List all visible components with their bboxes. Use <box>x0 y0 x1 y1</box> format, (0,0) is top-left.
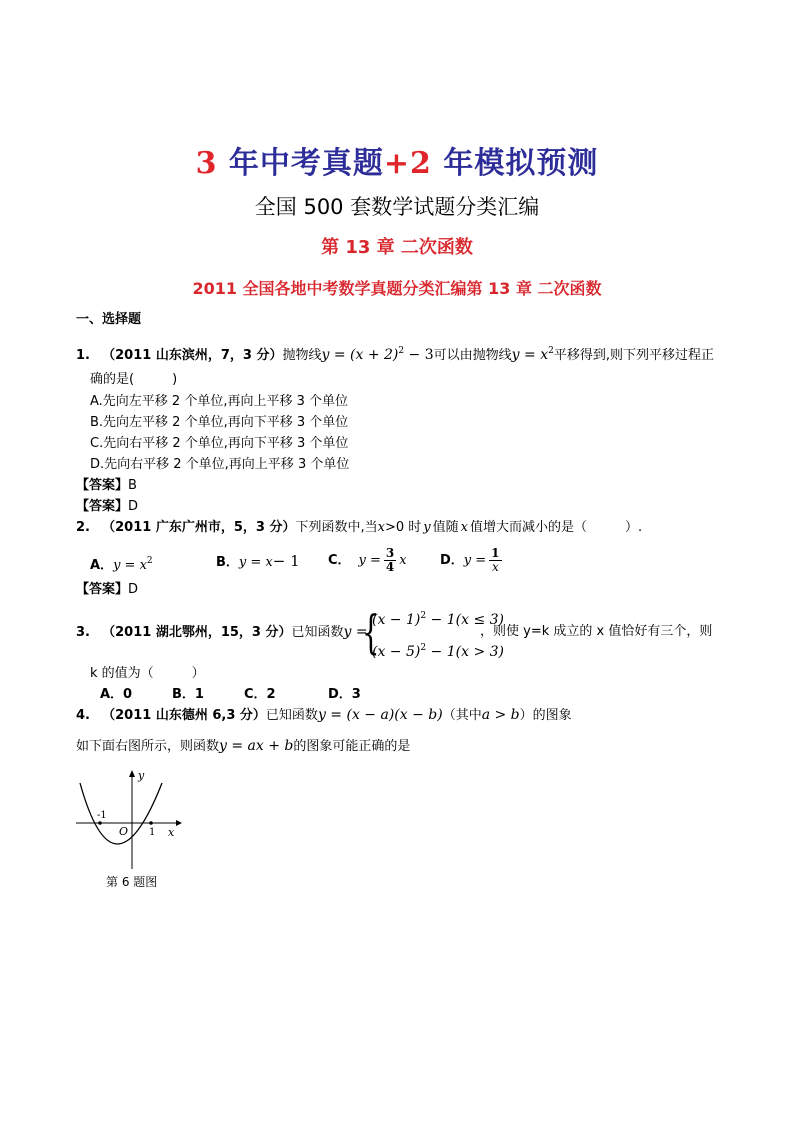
q2-text: 下列函数中,当 <box>295 520 378 535</box>
piecewise-brace: { <box>362 605 380 659</box>
q4-source: （2011 山东德州 6,3 分） <box>102 708 266 723</box>
option-label: D． <box>440 553 464 568</box>
question-4 <box>76 705 572 726</box>
q1-formula2: y = x <box>511 347 549 363</box>
option-formula-tail: x <box>399 553 407 568</box>
q2-source: （2011 广东广州市，5，3 分） <box>102 520 296 535</box>
q1-option-a: A.先向左平移 2 个单位,再向上平移 3 个单位 <box>90 394 349 409</box>
q3-number: 3. <box>76 625 90 640</box>
answer-label: 【答案】 <box>76 582 129 597</box>
title-part-3: +2 <box>383 146 432 181</box>
option-formula-tail: − 1 <box>272 552 300 570</box>
fraction-3-4 <box>384 547 396 574</box>
q3-lhs: y = <box>343 624 368 640</box>
q3-continuation <box>90 664 205 684</box>
q3-text: 已知函数 <box>291 625 344 640</box>
q1-text-c: 平移得到,则下列平移过程正 <box>553 348 714 363</box>
q1-formula-tail: − 3 <box>404 347 434 363</box>
fraction-numerator: 1 <box>491 546 500 560</box>
q1-text-close: ) <box>172 372 178 387</box>
option-formula: y = <box>358 553 381 568</box>
q1-option-d: D.先向右平移 2 个单位,再向上平移 3 个单位 <box>90 457 350 472</box>
q3-option-c: C．2 <box>244 687 276 702</box>
q2-var-x: x <box>460 520 468 535</box>
q2-var-y: y <box>423 520 431 535</box>
q2-option-d <box>440 544 505 578</box>
q1-text-b: 可以由抛物线 <box>433 348 512 363</box>
piece-condition: − 1(x ≤ 3) <box>426 612 504 628</box>
collection-title: 2011 全国各地中考数学真题分类汇编第 13 章 二次函数 <box>192 279 602 298</box>
q2-option-b <box>216 551 300 573</box>
y-axis-arrow <box>129 770 135 777</box>
q4-paren-text: （其中 <box>442 708 482 723</box>
right-root-label: 1 <box>149 827 156 838</box>
q4-text: 已知函数 <box>265 708 318 723</box>
q2-option-a <box>90 551 153 576</box>
piece-sup: 2 <box>420 643 427 653</box>
q1-source: （2011 山东滨州，7，3 分） <box>102 348 283 363</box>
x-axis-label: x <box>168 826 175 839</box>
right-root-point <box>149 821 153 825</box>
q1-formula-sup: 2 <box>398 346 405 356</box>
q4-formula: y = (x − a)(x − b) <box>317 707 443 723</box>
q3-text-cont: k 的值为（ <box>90 666 154 681</box>
q4-line2-formula: y = ax + b <box>219 738 294 754</box>
q4-cond: a > b <box>481 707 520 723</box>
page-title <box>0 144 794 184</box>
fraction-numerator: 3 <box>385 546 395 560</box>
x-axis-arrow <box>176 820 182 826</box>
origin-label: O <box>119 825 129 838</box>
fraction-denominator: x <box>491 560 499 574</box>
q1-continuation <box>90 370 177 390</box>
title-part-2: 年中考真题 <box>217 146 384 181</box>
answer-value: D <box>128 582 139 597</box>
section-title: 一、选择题 <box>76 312 142 327</box>
left-root-label: -1 <box>97 810 107 821</box>
q3-option-a: A．0 <box>100 687 133 702</box>
q4-line2-b: 的图象可能正确的是 <box>293 739 411 754</box>
left-root-point <box>98 821 102 825</box>
fraction-1-x <box>489 547 501 574</box>
q2-option-c <box>328 544 407 578</box>
q4-line2-a: 如下面右图所示，则函数 <box>76 739 220 754</box>
q3-text-2: ，则使 y=k 成立的 x 值恰好有三个，则 <box>480 624 713 639</box>
q2-cond-var: x <box>377 520 385 535</box>
fraction-denominator: 4 <box>385 560 395 574</box>
title-part-4: 年模拟预测 <box>431 146 599 181</box>
q1-formula2-sup: 2 <box>548 346 554 356</box>
q3-option-b: B．1 <box>172 687 204 702</box>
q2-answer <box>76 580 138 600</box>
answer-label: 【答案】 <box>76 499 129 514</box>
q3-option-d: D．3 <box>328 687 361 702</box>
q3-source: （2011 湖北鄂州，15，3 分） <box>102 625 292 640</box>
answer-value: D <box>128 499 139 514</box>
question-2 <box>76 518 642 538</box>
option-sup: 2 <box>146 556 153 566</box>
q1-answer-1 <box>76 476 137 496</box>
q1-option-c: C.先向右平移 2 个单位,再向下平移 3 个单位 <box>90 436 349 451</box>
parabola-graph <box>72 765 192 875</box>
q2-cond: >0 时 <box>384 520 422 535</box>
q1-formula: y = (x + 2) <box>321 347 399 363</box>
title-part-1: 3 <box>195 146 218 181</box>
answer-label: 【答案】 <box>76 478 129 493</box>
q1-number: 1. <box>76 348 90 363</box>
q2-text-3: 值增大而减小的是（ <box>469 520 587 535</box>
q2-number: 2. <box>76 520 90 535</box>
answer-value: B <box>128 478 137 493</box>
q4-number: 4. <box>76 708 90 723</box>
option-label: C． <box>328 553 351 568</box>
piece-formula: (x − 1) <box>372 612 421 628</box>
option-formula: y = x <box>113 558 147 573</box>
y-axis-label: y <box>138 769 145 782</box>
piece-formula: (x − 5) <box>372 644 421 660</box>
q1-answer-2 <box>76 497 138 517</box>
option-formula: y = x <box>238 555 273 570</box>
option-label: B． <box>216 555 239 570</box>
q1-option-b: B.先向左平移 2 个单位,再向下平移 3 个单位 <box>90 415 349 430</box>
q4-paren-close: ）的图象 <box>519 708 572 723</box>
q2-text-4: ）. <box>624 520 643 535</box>
question-3 <box>76 622 368 643</box>
q1-text-a: 抛物线 <box>282 348 322 363</box>
q2-text-2: 值随 <box>432 520 459 535</box>
q3-text-close: ） <box>191 666 205 681</box>
question-1 <box>76 341 714 366</box>
option-label: A． <box>90 558 114 573</box>
chapter-title: 第 13 章 二次函数 <box>321 237 473 258</box>
q4-line-2 <box>76 736 410 757</box>
piece-sup: 2 <box>420 611 427 621</box>
option-formula: y = <box>463 553 487 568</box>
page-subtitle: 全国 500 套数学试题分类汇编 <box>254 195 540 219</box>
figure-caption: 第 6 题图 <box>106 875 158 889</box>
piece-condition: − 1(x > 3) <box>426 644 504 660</box>
q1-text-cont: 确的是( <box>90 372 135 387</box>
